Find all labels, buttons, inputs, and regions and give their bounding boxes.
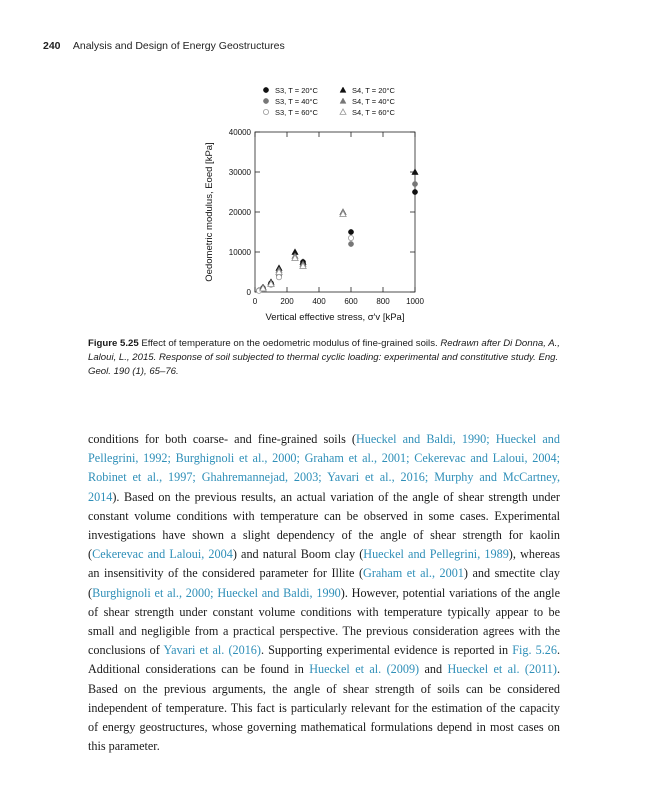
x-tick-label: 0 — [252, 297, 258, 306]
running-title: Analysis and Design of Energy Geostructures — [72, 40, 285, 52]
x-tick-label: 800 — [376, 297, 390, 306]
chart-legend — [263, 86, 395, 117]
legend-label: S4, T = 20°C — [352, 86, 395, 95]
data-point — [348, 229, 353, 234]
body-paragraph — [88, 430, 560, 756]
scatter-chart — [200, 82, 440, 332]
legend-marker — [340, 109, 346, 114]
body-text-run: ), whereas an insensitivity of the considered parameter for Illite ( — [88, 547, 560, 581]
data-point — [412, 189, 417, 194]
figure-5-25 — [200, 82, 440, 332]
legend-marker — [263, 87, 268, 92]
y-tick-label: 40000 — [228, 128, 251, 137]
body-text-run: ). Based on the previous results, an actual variation of the angle of shear strength under constant volume conditions with temperature can be observed in some cases. Experimental investigations have shown a slight dependency of the angle of shear strength for kaolin ( — [88, 489, 560, 562]
legend-label: S3, T = 60°C — [275, 108, 318, 117]
y-axis-label: Oedometric modulus, Eoed [kPa] — [204, 142, 215, 282]
data-point — [348, 241, 353, 246]
legend-marker — [263, 109, 268, 114]
legend-marker — [263, 98, 268, 103]
x-tick-label: 1000 — [406, 297, 424, 306]
figure-caption — [88, 337, 560, 379]
legend-label: S3, T = 20°C — [275, 86, 318, 95]
citation-link[interactable]: Hueckel and Pellegrini, 1989 — [363, 547, 509, 562]
legend-label: S3, T = 40°C — [275, 97, 318, 106]
page-number: 240 — [43, 40, 61, 52]
y-tick-label: 30000 — [228, 168, 251, 177]
y-tick-label: 20000 — [228, 208, 251, 217]
data-point — [276, 275, 281, 280]
citation-link[interactable]: Yavari et al. (2016) — [163, 643, 261, 658]
data-point — [412, 181, 417, 186]
axis-ticks — [229, 128, 425, 306]
legend-label: S4, T = 40°C — [352, 97, 395, 106]
x-tick-label: 600 — [344, 297, 358, 306]
y-tick-label: 10000 — [228, 248, 251, 257]
citation-link[interactable]: Hueckel et al. (2009) — [309, 662, 420, 677]
caption-text: Effect of temperature on the oedometric modulus of fine-grained soils. — [141, 338, 438, 349]
y-tick-label: 0 — [246, 288, 251, 297]
data-point — [348, 235, 353, 240]
body-text-run: conditions for both coarse- and fine-grained soils ( — [88, 432, 356, 446]
citation-link[interactable]: Cekerevac and Laloui, 2004 — [92, 547, 233, 562]
x-tick-label: 200 — [280, 297, 294, 306]
citation-link[interactable]: Burghignoli et al., 2000; Hueckel and Baldi, 1990 — [92, 585, 341, 600]
running-header — [43, 40, 285, 52]
data-points — [256, 169, 418, 294]
body-text-run: ) and natural Boom clay ( — [232, 547, 364, 562]
legend-label: S4, T = 60°C — [352, 108, 395, 117]
citation-link[interactable]: Hueckel et al. (2011) — [447, 662, 557, 677]
figure-label: Figure 5.25 — [88, 338, 139, 349]
legend-marker — [340, 98, 346, 103]
body-text-run: ) and smectite clay ( — [88, 566, 560, 600]
caption-reference: Redrawn after Di Donna, A., Laloui, L., 2015. Response of soil subjected to thermal cyclic loading: experimental and constitutive study. Eng. Geol. 190 (1), 65–76. — [88, 338, 560, 377]
body-text-run: . Additional considerations can be found in — [88, 643, 560, 677]
body-text-run: and — [419, 662, 448, 677]
body-text-run: . Based on the previous arguments, the angle of shear strength of soils can be considered independent of temperature. This fact is particularly relevant for the estimation of the capacity of energy geostructures, whose governing mathematical formulations depend in most cases on this parameter. — [88, 662, 560, 754]
legend-marker — [340, 87, 346, 92]
body-text-run: ). However, potential variations of the angle of shear strength under constant volume conditions with temperature typically appear to be small and negligible from a practical perspective. The previous consideration agrees with the conclusions of — [88, 585, 560, 658]
x-tick-label: 400 — [312, 297, 326, 306]
x-axis-label: Vertical effective stress, σ'v [kPa] — [265, 312, 405, 323]
citation-link[interactable]: Graham et al., 2001 — [363, 566, 464, 581]
citation-link[interactable]: Fig. 5.26 — [512, 643, 557, 658]
body-text-run: . Supporting experimental evidence is reported in — [260, 643, 513, 658]
citation-link[interactable]: Hueckel and Baldi, 1990; Hueckel and Pellegrini, 1992; Burghignoli et al., 2000; Graham et al., 2001; Cekerevac and Laloui, 2004; Robinet et al., 1997; Ghahremannejad, 2003; Yavari et al., 2016; Murphy and McCartney, 2014 — [88, 432, 560, 504]
